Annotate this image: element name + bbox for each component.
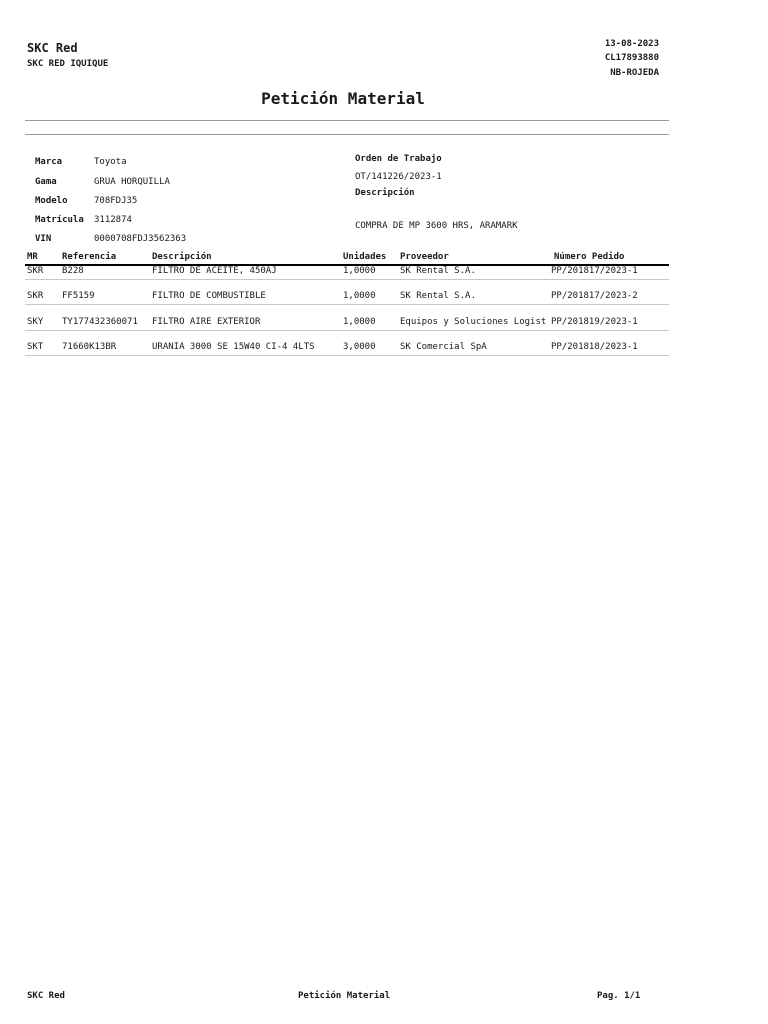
row-divider bbox=[25, 330, 669, 331]
modelo-value: 708FDJ35 bbox=[94, 196, 138, 206]
orden-label: Orden de Trabajo bbox=[355, 154, 442, 164]
document-code: CL17893880 bbox=[604, 53, 659, 63]
cell-unidades: 1,0000 bbox=[343, 317, 376, 327]
footer-company: SKC Red bbox=[27, 991, 65, 1001]
column-header-unidades: Unidades bbox=[343, 252, 387, 262]
row-divider bbox=[25, 279, 669, 280]
cell-referencia: TY177432360071 bbox=[62, 317, 138, 327]
cell-proveedor: Equipos y Soluciones Logist bbox=[400, 317, 547, 327]
descripcion-label: Descripción bbox=[355, 188, 415, 198]
cell-referencia: 71660K13BR bbox=[62, 342, 117, 352]
cell-mr: SKR bbox=[27, 291, 44, 301]
cell-referencia: FF5159 bbox=[62, 291, 95, 301]
divider bbox=[25, 134, 669, 135]
user-name: NB-ROJEDA bbox=[610, 68, 659, 78]
cell-descripcion: FILTRO DE COMBUSTIBLE bbox=[152, 291, 266, 301]
cell-mr: SKR bbox=[27, 266, 44, 276]
cell-referencia: B228 bbox=[62, 266, 84, 276]
row-divider bbox=[25, 355, 669, 356]
page-title: Petición Material bbox=[261, 89, 425, 108]
cell-proveedor: SK Rental S.A. bbox=[400, 266, 476, 276]
vin-label: VIN bbox=[35, 234, 52, 244]
matricula-value: 3112874 bbox=[94, 215, 132, 225]
cell-descripcion: FILTRO AIRE EXTERIOR bbox=[152, 317, 261, 327]
column-header-mr: MR bbox=[27, 252, 38, 262]
modelo-label: Modelo bbox=[35, 196, 68, 206]
cell-descripcion: URANIA 3000 SE 15W40 CI-4 4LTS bbox=[152, 342, 315, 352]
footer-title: Petición Material bbox=[298, 991, 391, 1001]
matricula-label: Matrícula bbox=[35, 215, 84, 225]
page-number: Pag. 1/1 bbox=[597, 991, 641, 1001]
cell-numero-pedido: PP/201819/2023-1 bbox=[551, 317, 638, 327]
cell-proveedor: SK Rental S.A. bbox=[400, 291, 476, 301]
cell-unidades: 1,0000 bbox=[343, 291, 376, 301]
cell-numero-pedido: PP/201817/2023-2 bbox=[551, 291, 638, 301]
marca-label: Marca bbox=[35, 157, 63, 167]
document-date: 13-08-2023 bbox=[604, 39, 659, 49]
gama-label: Gama bbox=[35, 177, 57, 187]
cell-numero-pedido: PP/201817/2023-1 bbox=[551, 266, 638, 276]
cell-unidades: 3,0000 bbox=[343, 342, 376, 352]
cell-numero-pedido: PP/201818/2023-1 bbox=[551, 342, 638, 352]
cell-mr: SKY bbox=[27, 317, 44, 327]
divider bbox=[25, 120, 669, 121]
cell-descripcion: FILTRO DE ACEITE, 450AJ bbox=[152, 266, 277, 276]
gama-value: GRUA HORQUILLA bbox=[94, 177, 170, 187]
company-name: SKC Red bbox=[27, 41, 78, 55]
row-divider bbox=[25, 304, 669, 305]
branch-name: SKC RED IQUIQUE bbox=[27, 59, 109, 69]
marca-value: Toyota bbox=[94, 157, 127, 167]
cell-mr: SKT bbox=[27, 342, 44, 352]
column-header-proveedor: Proveedor bbox=[400, 252, 449, 262]
vin-value: 0000708FDJ3562363 bbox=[94, 234, 187, 244]
descripcion-value: COMPRA DE MP 3600 HRS, ARAMARK bbox=[355, 221, 518, 231]
column-header-numero-pedido: Número Pedido bbox=[554, 252, 625, 262]
cell-unidades: 1,0000 bbox=[343, 266, 376, 276]
orden-value: OT/141226/2023-1 bbox=[355, 172, 442, 182]
cell-proveedor: SK Comercial SpA bbox=[400, 342, 487, 352]
column-header-referencia: Referencia bbox=[62, 252, 117, 262]
column-header-descripcion: Descripción bbox=[152, 252, 212, 262]
